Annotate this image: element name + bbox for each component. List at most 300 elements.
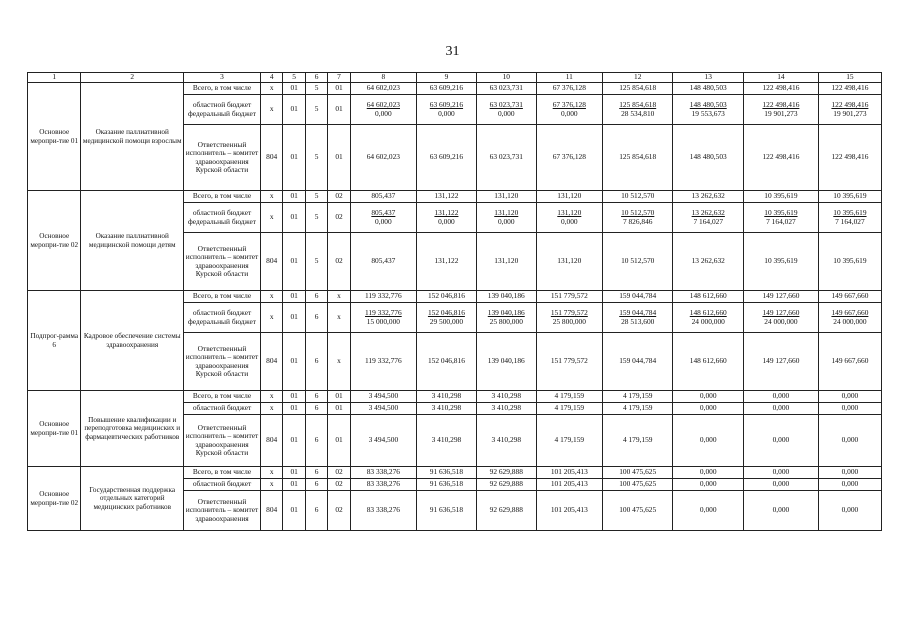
- amount-value: 148 480,503: [689, 83, 727, 93]
- amount-value: 151 779,572: [550, 308, 588, 318]
- amount-cell: [744, 391, 819, 403]
- amount-cell: [602, 125, 673, 191]
- amount-cell: [673, 479, 744, 491]
- amount-cell: [536, 415, 602, 467]
- federal-amount-value: 24 000,000: [833, 316, 867, 326]
- federal-amount-value: 7 164,027: [835, 216, 865, 226]
- amount-value: 0,000: [772, 403, 790, 413]
- amount-cell: [476, 95, 536, 125]
- amount-cell: [744, 467, 819, 479]
- code-cell-c4: x: [260, 203, 282, 233]
- federal-amount-value: 0,000: [497, 216, 515, 226]
- amount-value: 67 376,128: [552, 152, 586, 162]
- amount-cell: [476, 233, 536, 291]
- amount-cell: [350, 403, 416, 415]
- amount-cell: [476, 391, 536, 403]
- code-cell-c6: 6: [305, 333, 327, 391]
- code-cell-c7: 02: [328, 467, 350, 479]
- amount-value: 152 046,816: [427, 291, 465, 301]
- amount-cell: [744, 191, 819, 203]
- amount-value: 151 779,572: [550, 291, 588, 301]
- header-row: [28, 73, 882, 83]
- amount-value: 91 636,518: [429, 505, 464, 515]
- code-cell-c6: 6: [305, 491, 327, 531]
- amount-cell: [350, 467, 416, 479]
- amount-value: 152 046,816: [427, 308, 465, 318]
- code-cell-c4: x: [260, 291, 282, 303]
- code-cell-c5: 01: [283, 491, 305, 531]
- amount-cell: [602, 291, 673, 303]
- amount-value: 64 602,023: [366, 100, 400, 110]
- amount-cell: [673, 203, 744, 233]
- code-cell-c5: 01: [283, 125, 305, 191]
- federal-amount-value: 19 901,273: [764, 108, 798, 118]
- amount-cell: [602, 95, 673, 125]
- amount-cell: [818, 203, 881, 233]
- amount-cell: [417, 333, 477, 391]
- federal-amount-value: 7 164,027: [766, 216, 796, 226]
- amount-value: 0,000: [841, 403, 859, 413]
- amount-cell: [417, 233, 477, 291]
- amount-value: 3 494,500: [368, 435, 399, 445]
- code-cell-c6: 5: [305, 203, 327, 233]
- amount-cell: [818, 479, 881, 491]
- amount-cell: [602, 333, 673, 391]
- amount-cell: [417, 191, 477, 203]
- amount-cell: [602, 203, 673, 233]
- amount-cell: [673, 467, 744, 479]
- header-cell: 11: [536, 73, 602, 83]
- amount-cell: [818, 83, 881, 95]
- amount-cell: [417, 467, 477, 479]
- federal-amount-value: 0,000: [561, 108, 578, 118]
- amount-cell: [536, 203, 602, 233]
- amount-cell: [536, 467, 602, 479]
- header-cell: 1: [28, 73, 81, 83]
- amount-value: 3 410,298: [491, 391, 522, 401]
- amount-value: 139 040,186: [487, 308, 525, 318]
- header-cell: 15: [818, 73, 881, 83]
- amount-value: 3 410,298: [431, 391, 462, 401]
- amount-value: 159 044,784: [619, 308, 657, 318]
- amount-value: 131,122: [434, 191, 459, 201]
- activity-name-cell: Кадровое обеспечение системы здравоохранения: [81, 291, 184, 391]
- amount-cell: [744, 415, 819, 467]
- amount-value: 131,120: [557, 191, 582, 201]
- amount-cell: [673, 403, 744, 415]
- amount-cell: [673, 233, 744, 291]
- code-cell-c6: 6: [305, 479, 327, 491]
- funding-source-cell: Ответственный исполнитель – комитет здравоохранения Курской области: [184, 415, 261, 467]
- amount-cell: [476, 403, 536, 415]
- amount-cell: [536, 291, 602, 303]
- amount-cell: [602, 403, 673, 415]
- amount-value: 805,437: [371, 256, 396, 266]
- code-cell-c4: 804: [260, 491, 282, 531]
- amount-cell: [744, 403, 819, 415]
- amount-cell: [744, 303, 819, 333]
- amount-value: 122 498,416: [831, 83, 869, 93]
- code-cell-c6: 6: [305, 467, 327, 479]
- amount-cell: [602, 415, 673, 467]
- budget-table: [27, 72, 882, 531]
- amount-value: 101 205,413: [550, 505, 588, 515]
- activity-name-cell: Повышение квалификации и переподготовка медицинских и фармацевтических работников: [81, 391, 184, 467]
- amount-value: 805,437: [371, 208, 396, 218]
- amount-value: 148 612,660: [689, 291, 727, 301]
- code-cell-c4: x: [260, 191, 282, 203]
- amount-value: 83 338,276: [366, 479, 400, 489]
- code-cell-c4: 804: [260, 233, 282, 291]
- funding-source-cell: Всего, в том числе: [184, 191, 261, 203]
- amount-value: 13 262,632: [691, 256, 725, 266]
- federal-amount-value: 28 534,810: [621, 108, 655, 118]
- amount-cell: [744, 95, 819, 125]
- amount-cell: [673, 491, 744, 531]
- code-cell-c7: 01: [328, 415, 350, 467]
- amount-value: 0,000: [699, 505, 717, 515]
- code-cell-c5: 01: [283, 333, 305, 391]
- amount-value: 91 636,518: [429, 479, 464, 489]
- amount-value: 148 480,503: [689, 152, 727, 162]
- funding-source-cell: областной бюджет федеральный бюджет: [184, 203, 261, 233]
- amount-cell: [417, 415, 477, 467]
- amount-value: 63 023,731: [489, 152, 523, 162]
- amount-value: 92 629,888: [489, 479, 523, 489]
- amount-cell: [673, 291, 744, 303]
- amount-cell: [417, 95, 477, 125]
- code-cell-c4: x: [260, 479, 282, 491]
- header-cell: 8: [350, 73, 416, 83]
- amount-value: 10 512,570: [621, 256, 655, 266]
- amount-cell: [818, 233, 881, 291]
- amount-value: 0,000: [841, 505, 859, 515]
- amount-value: 10 512,570: [621, 208, 655, 218]
- amount-cell: [350, 233, 416, 291]
- code-cell-c6: 6: [305, 291, 327, 303]
- code-cell-c5: 01: [283, 203, 305, 233]
- code-cell-c7: 01: [328, 95, 350, 125]
- amount-cell: [536, 333, 602, 391]
- amount-value: 101 205,413: [550, 479, 588, 489]
- code-cell-c5: 01: [283, 83, 305, 95]
- code-cell-c5: 01: [283, 415, 305, 467]
- funding-source-cell: Всего, в том числе: [184, 291, 261, 303]
- amount-value: 0,000: [699, 479, 717, 489]
- amount-value: 149 667,660: [831, 308, 869, 318]
- amount-cell: [818, 333, 881, 391]
- code-cell-c5: 01: [283, 95, 305, 125]
- table-row: [28, 191, 882, 203]
- amount-value: 0,000: [772, 505, 790, 515]
- amount-value: 63 609,216: [429, 152, 464, 162]
- amount-value: 0,000: [699, 435, 717, 445]
- header-cell: 12: [602, 73, 673, 83]
- funding-source-cell: областной бюджет федеральный бюджет: [184, 303, 261, 333]
- federal-amount-value: 25 800,000: [552, 316, 586, 326]
- activity-name-cell: Государственная поддержка отдельных категорий медицинских работников: [81, 467, 184, 531]
- amount-value: 10 395,619: [833, 208, 867, 218]
- amount-value: 92 629,888: [489, 505, 523, 515]
- amount-cell: [350, 95, 416, 125]
- amount-value: 122 498,416: [831, 152, 869, 162]
- federal-amount-value: 0,000: [438, 108, 455, 118]
- amount-cell: [744, 233, 819, 291]
- amount-cell: [602, 491, 673, 531]
- amount-cell: [476, 291, 536, 303]
- federal-amount-value: 0,000: [497, 108, 515, 118]
- amount-value: 63 023,731: [489, 83, 523, 93]
- federal-amount-value: 24 000,000: [764, 316, 798, 326]
- amount-cell: [818, 125, 881, 191]
- amount-cell: [602, 303, 673, 333]
- code-cell-c5: 01: [283, 233, 305, 291]
- code-cell-c5: 01: [283, 479, 305, 491]
- amount-value: 122 498,416: [762, 83, 800, 93]
- amount-value: 64 602,023: [366, 83, 400, 93]
- code-cell-c7: x: [328, 291, 350, 303]
- amount-value: 3 410,298: [431, 403, 462, 413]
- amount-cell: [350, 83, 416, 95]
- amount-value: 4 179,159: [554, 435, 585, 445]
- amount-cell: [476, 303, 536, 333]
- code-cell-c7: 02: [328, 191, 350, 203]
- amount-value: 131,120: [557, 256, 582, 266]
- code-cell-c7: 02: [328, 491, 350, 531]
- code-cell-c7: 02: [328, 233, 350, 291]
- amount-value: 125 854,618: [619, 83, 657, 93]
- amount-value: 131,120: [494, 191, 519, 201]
- code-cell-c7: 01: [328, 125, 350, 191]
- code-cell-c4: x: [260, 95, 282, 125]
- amount-cell: [417, 303, 477, 333]
- amount-cell: [350, 291, 416, 303]
- header-cell: 3: [184, 73, 261, 83]
- code-cell-c7: x: [328, 303, 350, 333]
- amount-cell: [602, 83, 673, 95]
- amount-value: 63 023,731: [489, 100, 523, 110]
- funding-source-cell: областной бюджет: [184, 403, 261, 415]
- code-cell-c6: 6: [305, 391, 327, 403]
- header-cell: 7: [328, 73, 350, 83]
- amount-value: 67 376,128: [552, 100, 586, 110]
- amount-value: 3 410,298: [491, 435, 522, 445]
- amount-cell: [417, 491, 477, 531]
- funding-source-cell: Ответственный исполнитель – комитет здравоохранения Курской области: [184, 125, 261, 191]
- header-cell: 10: [476, 73, 536, 83]
- amount-cell: [350, 491, 416, 531]
- amount-cell: [417, 403, 477, 415]
- amount-cell: [673, 191, 744, 203]
- code-cell-c5: 01: [283, 191, 305, 203]
- amount-cell: [818, 391, 881, 403]
- code-cell-c4: 804: [260, 415, 282, 467]
- amount-cell: [673, 415, 744, 467]
- code-cell-c6: 5: [305, 191, 327, 203]
- amount-value: 159 044,784: [619, 356, 657, 366]
- amount-value: 63 609,216: [429, 100, 464, 110]
- code-cell-c7: 02: [328, 479, 350, 491]
- amount-value: 125 854,618: [619, 152, 657, 162]
- amount-cell: [744, 291, 819, 303]
- amount-cell: [476, 203, 536, 233]
- amount-value: 131,122: [434, 256, 459, 266]
- amount-value: 148 612,660: [689, 356, 727, 366]
- amount-cell: [350, 333, 416, 391]
- amount-value: 149 127,660: [762, 356, 800, 366]
- amount-cell: [350, 203, 416, 233]
- table-row: [28, 391, 882, 403]
- code-cell-c6: 6: [305, 415, 327, 467]
- activity-name-cell: Оказание паллиативной медицинской помощи взрослым: [81, 83, 184, 191]
- amount-value: 131,122: [434, 208, 459, 218]
- amount-value: 3 494,500: [368, 403, 399, 413]
- federal-amount-value: 28 513,600: [621, 316, 655, 326]
- amount-value: 0,000: [699, 467, 717, 477]
- activity-code-cell: Подпрог-рамма 6: [28, 291, 81, 391]
- amount-value: 159 044,784: [619, 291, 657, 301]
- amount-value: 3 410,298: [491, 403, 522, 413]
- amount-cell: [673, 391, 744, 403]
- amount-value: 0,000: [841, 391, 859, 401]
- amount-value: 101 205,413: [550, 467, 588, 477]
- header-cell: 6: [305, 73, 327, 83]
- amount-value: 3 494,500: [368, 391, 399, 401]
- amount-value: 0,000: [699, 391, 717, 401]
- amount-value: 100 475,625: [619, 467, 657, 477]
- code-cell-c6: 6: [305, 303, 327, 333]
- activity-name-cell: Оказание паллиативной медицинской помощи детям: [81, 191, 184, 291]
- amount-value: 122 498,416: [762, 152, 800, 162]
- amount-value: 100 475,625: [619, 505, 657, 515]
- amount-cell: [602, 479, 673, 491]
- funding-source-cell: областной бюджет: [184, 479, 261, 491]
- code-cell-c7: 01: [328, 83, 350, 95]
- code-cell-c7: 02: [328, 203, 350, 233]
- amount-value: 4 179,159: [622, 391, 653, 401]
- amount-cell: [818, 303, 881, 333]
- activity-code-cell: Основное меропри-тие 02: [28, 467, 81, 531]
- header-cell: 9: [417, 73, 477, 83]
- amount-value: 0,000: [841, 467, 859, 477]
- code-cell-c4: 804: [260, 333, 282, 391]
- amount-cell: [536, 191, 602, 203]
- amount-cell: [417, 125, 477, 191]
- amount-cell: [536, 403, 602, 415]
- header-cell: 5: [283, 73, 305, 83]
- amount-value: 122 498,416: [831, 100, 869, 110]
- code-cell-c5: 01: [283, 303, 305, 333]
- code-cell-c4: x: [260, 83, 282, 95]
- amount-cell: [673, 303, 744, 333]
- amount-value: 10 395,619: [833, 191, 867, 201]
- amount-cell: [744, 333, 819, 391]
- code-cell-c4: x: [260, 391, 282, 403]
- federal-amount-value: 0,000: [375, 216, 392, 226]
- amount-cell: [476, 491, 536, 531]
- amount-value: 10 395,619: [764, 191, 798, 201]
- amount-value: 149 667,660: [831, 291, 869, 301]
- table-row: [28, 291, 882, 303]
- amount-value: 131,120: [557, 208, 582, 218]
- amount-cell: [818, 191, 881, 203]
- header-cell: 14: [744, 73, 819, 83]
- amount-value: 131,120: [494, 256, 519, 266]
- code-cell-c7: x: [328, 333, 350, 391]
- amount-cell: [536, 95, 602, 125]
- federal-amount-value: 19 901,273: [833, 108, 867, 118]
- funding-source-cell: Ответственный исполнитель – комитет здравоохранения Курской области: [184, 233, 261, 291]
- amount-value: 0,000: [772, 391, 790, 401]
- amount-cell: [673, 83, 744, 95]
- amount-value: 10 395,619: [764, 256, 798, 266]
- amount-value: 0,000: [772, 479, 790, 489]
- code-cell-c6: 5: [305, 83, 327, 95]
- code-cell-c7: 01: [328, 391, 350, 403]
- amount-cell: [417, 203, 477, 233]
- amount-cell: [417, 479, 477, 491]
- amount-value: 139 040,186: [487, 356, 525, 366]
- header-cell: 13: [673, 73, 744, 83]
- amount-cell: [673, 125, 744, 191]
- amount-cell: [350, 391, 416, 403]
- federal-amount-value: 15 000,000: [366, 316, 400, 326]
- amount-value: 91 636,518: [429, 467, 464, 477]
- amount-cell: [602, 191, 673, 203]
- federal-amount-value: 0,000: [438, 216, 455, 226]
- amount-cell: [818, 403, 881, 415]
- amount-cell: [536, 479, 602, 491]
- amount-value: 100 475,625: [619, 479, 657, 489]
- funding-source-cell: областной бюджет федеральный бюджет: [184, 95, 261, 125]
- code-cell-c6: 5: [305, 233, 327, 291]
- code-cell-c4: 804: [260, 125, 282, 191]
- amount-cell: [476, 415, 536, 467]
- amount-cell: [818, 291, 881, 303]
- amount-value: 64 602,023: [366, 152, 400, 162]
- amount-value: 131,120: [494, 208, 519, 218]
- amount-value: 152 046,816: [427, 356, 465, 366]
- header-cell: 2: [81, 73, 184, 83]
- federal-amount-value: 0,000: [375, 108, 392, 118]
- amount-value: 148 612,660: [689, 308, 727, 318]
- page-number: 31: [445, 44, 460, 59]
- funding-source-cell: Всего, в том числе: [184, 83, 261, 95]
- code-cell-c5: 01: [283, 391, 305, 403]
- code-cell-c6: 5: [305, 95, 327, 125]
- amount-value: 139 040,186: [487, 291, 525, 301]
- activity-code-cell: Основное меропри-тие 01: [28, 391, 81, 467]
- amount-cell: [673, 95, 744, 125]
- amount-value: 10 395,619: [764, 208, 798, 218]
- amount-value: 4 179,159: [554, 403, 585, 413]
- amount-cell: [818, 95, 881, 125]
- code-cell-c6: 6: [305, 403, 327, 415]
- amount-cell: [536, 125, 602, 191]
- amount-value: 119 332,776: [365, 356, 402, 366]
- amount-cell: [476, 467, 536, 479]
- code-cell-c4: x: [260, 467, 282, 479]
- federal-amount-value: 7 826,846: [622, 216, 653, 226]
- amount-cell: [744, 491, 819, 531]
- amount-value: 0,000: [772, 467, 790, 477]
- amount-cell: [536, 391, 602, 403]
- amount-cell: [536, 303, 602, 333]
- code-cell-c5: 01: [283, 291, 305, 303]
- code-cell-c5: 01: [283, 403, 305, 415]
- amount-value: 0,000: [772, 435, 790, 445]
- amount-cell: [350, 125, 416, 191]
